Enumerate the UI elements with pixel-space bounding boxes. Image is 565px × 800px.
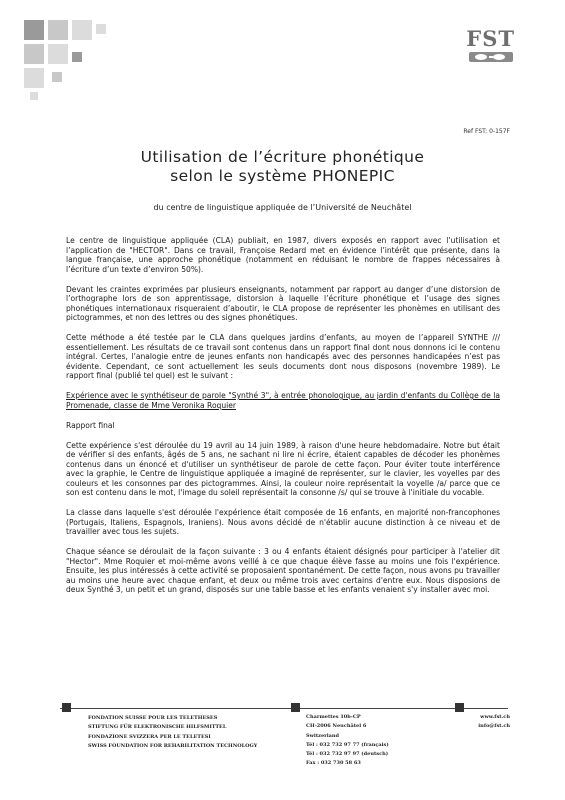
address-line: CH-2006 Neuchâtel 6 [306, 723, 367, 730]
decor-square [24, 20, 44, 40]
footer-web-contact [470, 713, 510, 732]
address-line: Switzerland [306, 732, 340, 739]
foundation-name: SWISS FOUNDATION FOR REHABILITATION TECHNOLOGY [88, 742, 258, 749]
footer-square [455, 703, 464, 712]
footer-square [62, 703, 71, 712]
document-body [66, 236, 500, 605]
decor-square [52, 72, 62, 82]
document-subtitle: du centre de linguistique appliquée de l’Université de Neuchâtel [153, 203, 412, 212]
experiment-heading: Expérience avec le synthétiseur de parole "Synthé 3", à entrée phonologique, au jardin d'enfants du Collège de la Promenade, classe de Mme Veronika Roquier [66, 391, 500, 410]
document-title [0, 148, 565, 186]
foundation-name: FONDATION SUISSE POUR LES TELETHESES [88, 715, 218, 721]
foundation-name: STIFTUNG FÜR ELEKTRONISCHE HILFSMITTEL [88, 724, 227, 731]
decor-square [30, 92, 38, 100]
paragraph: Devant les craintes exprimées par plusieurs enseignants, notamment par rapport au danger d’une distorsion de l’orthographe lors de son apprentissage, distorsion à laquelle l’écriture phonétique et l’usage des signes phonétiques internationaux risqueraient d’aboutir, le CLA propose de représenter les phonèmes en utilisant des pictogrammes, et non des lettres ou des signes phonétiques. [66, 284, 500, 322]
email-link[interactable]: info@fst.ch [478, 723, 510, 730]
footer-address [306, 713, 389, 769]
footer-divider [60, 708, 508, 709]
section-heading: Rapport final [66, 420, 115, 430]
phone-line: Tél : 032 732 97 77 (français) [306, 741, 389, 748]
title-line: Utilisation de l’écriture phonétique [140, 148, 425, 166]
address-line: Charmettes 10b-CP [306, 714, 361, 720]
decor-square [48, 20, 68, 40]
footer-foundation-names [88, 714, 257, 751]
title-line: selon le système PHONEPIC [170, 167, 395, 185]
reference-number: Ref FST: 0-157F [463, 128, 510, 135]
paragraph: La classe dans laquelle s'est déroulée l'expérience était composée de 16 enfants, en majorité non-francophones (Portugais, Italiens, Espagnols, Iraniens). Nous avons décidé de n'établir aucune distinction à ce niveau et de travailler avec tous les sujets. [66, 508, 500, 536]
decor-square [48, 44, 68, 64]
website-link[interactable]: www.fst.ch [480, 714, 510, 720]
paragraph: Cette expérience s'est déroulée du 19 avril au 14 juin 1989, à raison d'une heure hebdomadaire. Notre but était de vérifier si des enfants, âgés de 5 ans, ne sachant ni lire ni écrire, étaient capables de décoder les phonèmes contenus dans un énoncé et d'utiliser un synthétiseur de parole de cette façon. Pour éviter toute interférence avec la graphie, le Centre de linguistique appliquée a imaginé de représenter, sur le clavier, les voyelles par des couleurs et les consonnes par des pictogrammes. Ainsi, la couleur noire représentait la voyelle /a/ parce que ce son est contenu dans le mot, l'image du soleil représentait la consonne /s/ qui se trouve à l'initiale du vocable. [66, 440, 500, 497]
foundation-name: FONDAZIONE SVIZZERA PER LE TELETESI [88, 733, 211, 740]
phone-line: Tél : 032 732 97 97 (deutsch) [306, 751, 389, 758]
fax-line: Fax : 032 730 58 63 [306, 760, 361, 767]
decor-square [24, 68, 44, 88]
logo-mark-icon [469, 52, 513, 62]
paragraph: Chaque séance se déroulait de la façon suivante : 3 ou 4 enfants étaient désignés pour participer à l'atelier dit "Hector". Mme Roquier et moi-même avons veillé à ce que chaque élève fasse au moins une fois l'expérience. Ensuite, les plus intéressés à cette activité se proposaient spontanément. De cette façon, nous avons pu travailler au moins une heure avec chaque enfant, et deux ou même trois avec certains d'entre eux. Nous disposions de deux Synthé 3, un petit et un grand, disposés sur une table basse et les enfants venaient s'y installer avec moi. [66, 547, 500, 594]
decor-square [24, 44, 44, 64]
decor-square [72, 20, 92, 40]
decor-square [72, 52, 82, 62]
footer-square [291, 703, 300, 712]
paragraph: Cette méthode a été testée par le CLA dans quelques jardins d’enfants, au moyen de l’appareil SYNTHE /// essentiellement. Les résultats de ce travail sont contenus dans un rapport final dont nous donnons ici le contenu intégral. Certes, l’analogie entre de jeunes enfants non handicapés avec des personnes handicapées n’est pas évidente. Cependant, ce sont actuellement les seuls documents dont nous disposons (novembre 1989). Le rapport final (publié tel quel) est le suivant : [66, 333, 500, 380]
decor-square [96, 24, 106, 34]
fst-logo [466, 26, 515, 51]
paragraph: Le centre de linguistique appliquée (CLA) publiait, en 1987, divers exposés en rapport avec l’utilisation et l’application de "HECTOR". Dans ce travail, Françoise Redard met en évidence l’intérêt que présente, dans la langue française, une approche phonétique (notamment en réduisant le nombre de frappes nécessaires à l’écriture d’un texte d’environ 50%). [66, 236, 500, 274]
logo-text: FST [466, 26, 515, 51]
